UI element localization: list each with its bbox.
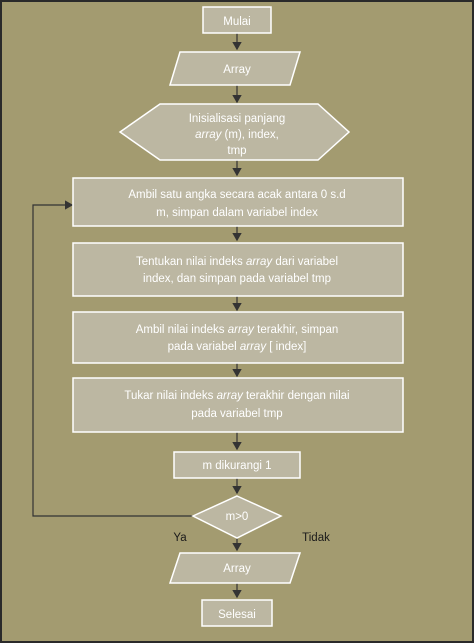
start-label: Mulai: [223, 16, 251, 28]
init-line1: Inisialisasi panjang: [188, 113, 286, 125]
no-label: Tidak: [302, 532, 330, 544]
step1-line1: Ambil satu angka secara acak antara 0 s.d: [128, 189, 346, 201]
end-label: Selesai: [218, 609, 256, 621]
step3-line2-post: [ index]: [266, 341, 307, 353]
output-label: Array: [223, 563, 251, 575]
step3-line2-italic: array: [239, 341, 267, 353]
step4-line1-pre: Tukar nilai indeks: [124, 390, 217, 402]
decision-label: m>0: [225, 511, 249, 523]
step4-line1: [124, 390, 349, 402]
yes-label: Ya: [173, 532, 187, 544]
step1-line2: m, simpan dalam variabel index: [156, 207, 318, 219]
step4-line1-post: terakhir dengan nilai: [242, 390, 350, 402]
step3-line1-italic: array: [227, 324, 254, 336]
process-step2: [73, 243, 403, 296]
step4-line2: pada variabel tmp: [191, 408, 283, 420]
process-step3: [73, 312, 403, 363]
init-line2-rest: (m), index,: [221, 129, 279, 141]
step3-line1-post: terakhir, simpan: [253, 324, 339, 336]
input-label: Array: [223, 64, 251, 76]
step3-line2-pre: pada variabel: [167, 341, 240, 353]
process-step4: [73, 378, 403, 432]
step3-line1: [136, 324, 339, 336]
step2-line1-post: dari variabel: [272, 256, 339, 268]
step2-line2: index, dan simpan pada variabel tmp: [143, 273, 331, 285]
init-line3: tmp: [227, 145, 247, 157]
step2-line1-italic: array: [245, 256, 273, 268]
step3-line2: [168, 341, 307, 353]
decrement-label: m dikurangi 1: [202, 460, 272, 472]
init-line2: [195, 129, 279, 141]
step2-line1: [136, 256, 338, 268]
step2-line1-pre: Tentukan nilai indeks: [135, 256, 246, 268]
step3-line1-pre: Ambil nilai indeks: [135, 324, 228, 336]
step4-line1-italic: array: [216, 390, 243, 402]
init-line2-italic: array: [195, 129, 222, 141]
